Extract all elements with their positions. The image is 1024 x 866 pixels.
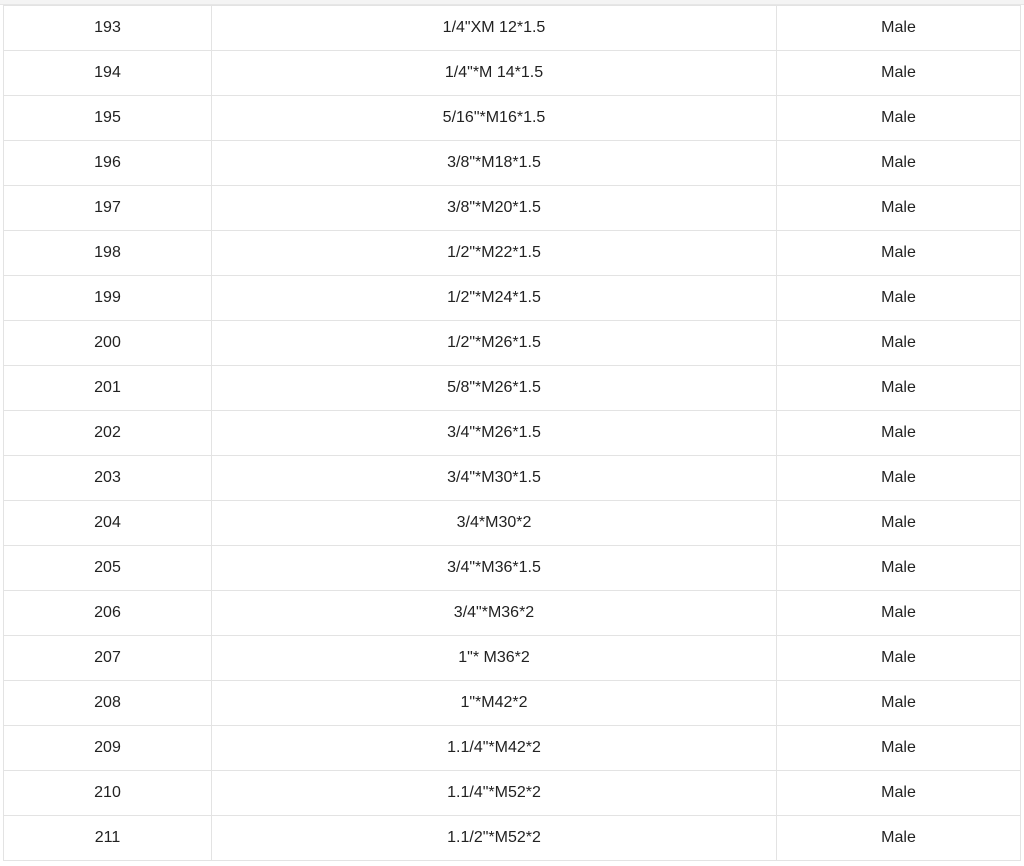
table-row — [4, 546, 1021, 591]
thread-size-cell: 3/4"*M26*1.5 — [212, 411, 777, 456]
table-body — [4, 6, 1021, 861]
item-number-cell: 194 — [4, 51, 212, 96]
table-row — [4, 501, 1021, 546]
thread-size-cell: 3/8"*M18*1.5 — [212, 141, 777, 186]
thread-type-cell: Male — [777, 366, 1021, 411]
item-number-cell: 195 — [4, 96, 212, 141]
thread-type-cell: Male — [777, 411, 1021, 456]
thread-type-cell: Male — [777, 186, 1021, 231]
item-number-cell: 197 — [4, 186, 212, 231]
thread-size-cell: 1.1/4"*M42*2 — [212, 726, 777, 771]
thread-size-cell: 1"*M42*2 — [212, 681, 777, 726]
thread-type-cell: Male — [777, 276, 1021, 321]
item-number-cell: 206 — [4, 591, 212, 636]
table-row — [4, 51, 1021, 96]
thread-size-cell: 3/4*M30*2 — [212, 501, 777, 546]
item-number-cell: 201 — [4, 366, 212, 411]
table-row — [4, 366, 1021, 411]
table-row — [4, 771, 1021, 816]
thread-size-cell: 1.1/4"*M52*2 — [212, 771, 777, 816]
table-row — [4, 231, 1021, 276]
item-number-cell: 196 — [4, 141, 212, 186]
thread-type-cell: Male — [777, 816, 1021, 861]
item-number-cell: 207 — [4, 636, 212, 681]
thread-type-cell: Male — [777, 681, 1021, 726]
item-number-cell: 211 — [4, 816, 212, 861]
table-row — [4, 141, 1021, 186]
thread-size-cell: 1.1/2"*M52*2 — [212, 816, 777, 861]
thread-type-cell: Male — [777, 321, 1021, 366]
table-row — [4, 411, 1021, 456]
thread-type-cell: Male — [777, 501, 1021, 546]
table-row — [4, 591, 1021, 636]
thread-type-cell: Male — [777, 546, 1021, 591]
table-row — [4, 6, 1021, 51]
thread-type-cell: Male — [777, 6, 1021, 51]
thread-size-cell: 1/2"*M24*1.5 — [212, 276, 777, 321]
item-number-cell: 205 — [4, 546, 212, 591]
thread-size-cell: 3/4"*M36*2 — [212, 591, 777, 636]
thread-type-cell: Male — [777, 726, 1021, 771]
table-row — [4, 276, 1021, 321]
item-number-cell: 210 — [4, 771, 212, 816]
table-row — [4, 321, 1021, 366]
table-row — [4, 456, 1021, 501]
fitting-spec-table — [3, 5, 1021, 861]
table-row — [4, 726, 1021, 771]
table-row — [4, 681, 1021, 726]
thread-size-cell: 3/8"*M20*1.5 — [212, 186, 777, 231]
thread-size-cell: 5/8"*M26*1.5 — [212, 366, 777, 411]
item-number-cell: 202 — [4, 411, 212, 456]
thread-size-cell: 3/4"*M36*1.5 — [212, 546, 777, 591]
item-number-cell: 193 — [4, 6, 212, 51]
thread-type-cell: Male — [777, 771, 1021, 816]
thread-type-cell: Male — [777, 636, 1021, 681]
table-row — [4, 816, 1021, 861]
thread-type-cell: Male — [777, 96, 1021, 141]
table-row — [4, 186, 1021, 231]
item-number-cell: 208 — [4, 681, 212, 726]
thread-type-cell: Male — [777, 51, 1021, 96]
thread-size-cell: 1"* M36*2 — [212, 636, 777, 681]
item-number-cell: 203 — [4, 456, 212, 501]
item-number-cell: 200 — [4, 321, 212, 366]
thread-type-cell: Male — [777, 141, 1021, 186]
thread-size-cell: 3/4"*M30*1.5 — [212, 456, 777, 501]
table-row — [4, 636, 1021, 681]
item-number-cell: 209 — [4, 726, 212, 771]
item-number-cell: 199 — [4, 276, 212, 321]
thread-type-cell: Male — [777, 591, 1021, 636]
thread-size-cell: 1/2"*M22*1.5 — [212, 231, 777, 276]
thread-size-cell: 1/4"XM 12*1.5 — [212, 6, 777, 51]
item-number-cell: 198 — [4, 231, 212, 276]
table-row — [4, 96, 1021, 141]
thread-size-cell: 1/4"*M 14*1.5 — [212, 51, 777, 96]
thread-size-cell: 1/2"*M26*1.5 — [212, 321, 777, 366]
item-number-cell: 204 — [4, 501, 212, 546]
thread-size-cell: 5/16"*M16*1.5 — [212, 96, 777, 141]
thread-type-cell: Male — [777, 456, 1021, 501]
thread-type-cell: Male — [777, 231, 1021, 276]
